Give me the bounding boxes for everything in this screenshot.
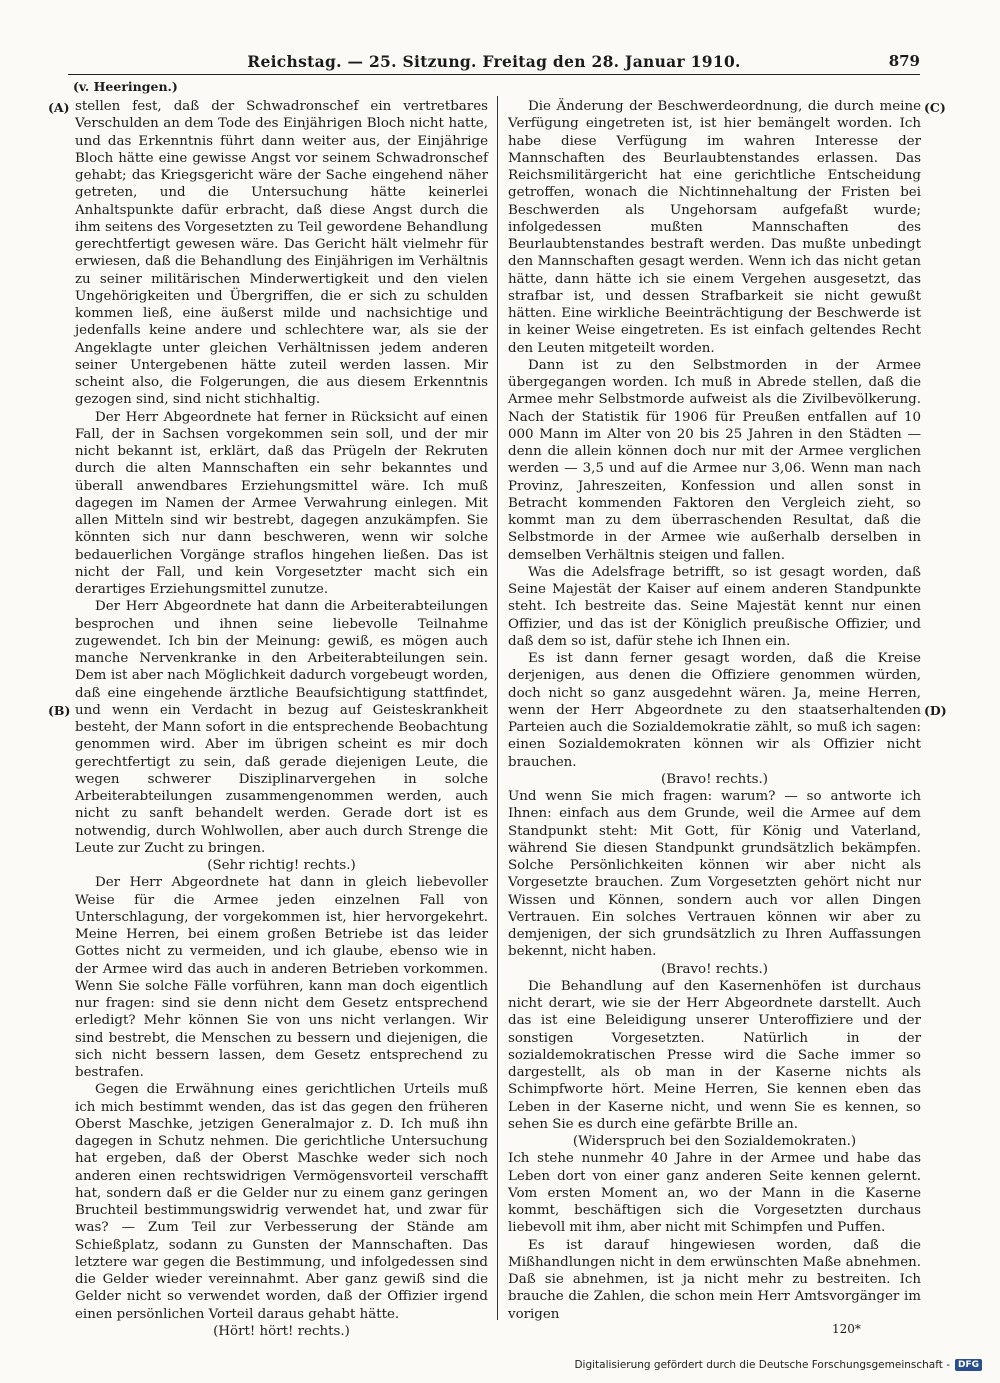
interjection: (Bravo! rechts.): [661, 771, 768, 787]
speaker-label: (v. Heeringen.): [73, 79, 178, 94]
paragraph: Der Herr Abgeordnete hat dann die Arbeiterabteilungen besprochen und ihnen seine liebevolle Teilnahme zugewendet. Ich bin der Meinung: gewiß, es mögen auch manche Nervenkranke in den Arbeiterabteilungen sein. Dem ist aber nach Möglichkeit dadurch vorgebeugt worden, daß eine eingehende ärztliche Beaufsichtigung stattfindet, und wenn ein Verdacht in bezug auf Geisteskrankheit besteht, der Mann sofort in die entsprechende Beobachtung genommen wird. Aber im übrigen scheint es mir doch gerechtfertigt zu sein, daß gerade diejenigen Leute, die wegen schwerer Disziplinarvergehen in solche Arbeiterabteilungen zusammengenommen werden, auch nicht zu sanft behandelt werden. Gerade dort ist es notwendig, durch Wohlwollen, aber auch durch Strenge die Leute zur Zucht zu bringen.: [75, 599, 488, 856]
running-header: [68, 52, 920, 74]
interjection: (Bravo! rechts.): [661, 961, 768, 977]
digitization-footer: [574, 1359, 982, 1371]
left-column: [75, 98, 488, 1339]
paragraph: Es ist dann ferner gesagt worden, daß die Kreise derjenigen, aus denen die Offiziere genommen würden, doch nicht so ganz ausgedehnt wären. Ja, meine Herren, wenn der Herr Abgeordnete zu den staatserhaltenden Parteien auch die Sozialdemokratie zählt, so muß ich sagen: einen Sozialdemokraten können wir als Offizier nicht brauchen.: [508, 651, 921, 770]
paragraph: Gegen die Erwähnung eines gerichtlichen Urteils muß ich mich bestimmt wenden, das ist das gegen den früheren Oberst Maschke, jetzigen Generalmajor z. D. Ich muß ihn dagegen in Schutz nehmen. Die gerichtliche Untersuchung hat ergeben, daß der Oberst Maschke weder sich noch anderen einen rechtswidrigen Vermögensvorteil verschafft hat, sondern daß er die Gelder nur zu einem ganz geringen Bruchteil bestimmungswidrig verwendet hat, und zwar für was? — Zum Teil zur Verbesserung der Stände am Schießplatz, sodann zu Gunsten der Mannschaften. Das letztere war gegen die Bestimmung, und infolgedessen sind die Gelder wieder vereinnahmt. Aber ganz gewiß sind die Gelder nicht so verwendet worden, daß der Offizier irgend einen persönlichen Vorteil daraus gehabt hätte.: [75, 1082, 488, 1322]
interjection: (Sehr richtig! rechts.): [207, 858, 356, 873]
paragraph: Was die Adelsfrage betrifft, so ist gesagt worden, daß Seine Majestät der Kaiser auf einem anderen Standpunkte steht. Ich bestreite das. Seine Majestät kennt nur einen Offizier, und das ist der Königlich preußische Offizier, und daß dem so ist, dafür stehe ich Ihnen ein.: [508, 564, 921, 649]
margin-mark-b: (B): [48, 703, 71, 718]
signature-mark: 120*: [832, 1322, 861, 1336]
column-divider: [497, 96, 498, 1320]
paragraph: stellen fest, daß der Schwadronschef ein vertretbares Verschulden an dem Tode des Einjährigen Bloch nicht hatte, und das Erkenntnis führt dann weiter aus, der Einjährige Bloch hätte eine gewisse Angst vor seinem Schwadronschef gehabt; das Kriegsgericht wäre der Sache eingehend näher getreten, und die Untersuchung hätte keinerlei Anhaltspunkte dafür erbracht, daß diese Angst durch die ihm seitens des Vorgesetzten zu Teil gewordene Behandlung gerechtfertigt gewesen wäre. Das Gericht hält vielmehr für erwiesen, daß die Behandlung des Einjährigen im Verhältnis zu seiner militärischen Minderwertigkeit und den vielen Ungehörigkeiten und Übergriffen, die er sich zu schulden kommen ließ, eine äußerst milde und nachsichtige und jedenfalls keine andere und schlechtere war, als sie der Angeklagte unter gleichen Verhältnissen jedem anderen seiner Untergebenen hätte zuteil werden lassen. Mir scheint also, die Folgerungen, die aus diesem Erkenntnis gezogen sind, sind nicht stichhaltig.: [75, 99, 488, 408]
header-title: Reichstag. — 25. Sitzung. Freitag den 28. Januar 1910.: [247, 52, 741, 71]
right-column: [508, 98, 921, 1322]
paragraph: Die Änderung der Beschwerdeordnung, die durch meine Verfügung eingetreten ist, ist hier bemängelt worden. Ich habe diese Verfügung im wahren Interesse der Mannschaften des Beurlaubtenstandes erlassen. Das Reichsmilitärgericht hat eine gerichtliche Entscheidung getroffen, wonach die Nichtinnehaltung der Fristen bei Beschwerden als Ungehorsam aufgefaßt wurde; infolgedessen mußten Mannschaften des Beurlaubtenstandes bestraft werden. Das mußte unbedingt den Mannschaften gesagt werden. Wenn ich das nicht getan hätte, dann hätte ich sie einem Vergehen ausgesetzt, das strafbar ist, und dessen Strafbarkeit sie nicht gewußt hätten. Eine wirkliche Beeinträchtigung der Beschwerde ist in keiner Weise eingetreten. Es ist einfach geltendes Recht den Leuten mitgeteilt worden.: [508, 99, 921, 356]
paragraph: Dann ist zu den Selbstmorden in der Armee übergegangen worden. Ich muß in Abrede stellen, daß die Armee mehr Selbstmorde aufweist als die Zivilbevölkerung. Nach der Statistik für 1906 für Preußen entfallen auf 10 000 Mann im Alter von 20 bis 25 Jahren in den Städten — denn die allein können doch nur mit der Armee verglichen werden — 3,5 und auf die Armee nur 3,06. Wenn man nach Provinz, Jahreszeiten, Konfession und allen sonst in Betracht kommenden Faktoren den Vergleich zieht, so kommt man zu dem überraschenden Resultat, daß die Selbstmorde in der Armee wie außerhalb derselben in demselben Verhältnis steigen und fallen.: [508, 357, 921, 563]
paragraph: Die Behandlung auf den Kasernenhöfen ist durchaus nicht derart, wie sie der Herr Abgeordnete darstellt. Auch das ist eine Beleidigung unserer Unteroffiziere und der sonstigen Vorgesetzten. Natürlich in der sozialdemokratischen Presse wird die Sache immer so dargestellt, als ob man in der Kaserne nichts als Schimpfworte hört. Meine Herren, Sie kennen eben das Leben in der Kaserne nicht, und wenn Sie es kennen, so sehen Sie es durch eine gefärbte Brille an.: [508, 978, 921, 1132]
margin-mark-a: (A): [48, 100, 70, 115]
header-rule: [68, 74, 920, 75]
paragraph: Es ist darauf hingewiesen worden, daß die Mißhandlungen nicht in dem erwünschten Maße abnehmen. Daß sie abnehmen, ist ja nicht mehr zu bestreiten. Ich brauche die Zahlen, die schon mein Herr Amtsvorgänger im vorigen: [508, 1237, 921, 1322]
paragraph: Der Herr Abgeordnete hat dann in gleich liebevoller Weise für die Armee jeden einzelnen Fall von Unterschlagung, der vorgekommen ist, hier hervorgekehrt. Meine Herren, bei einem großen Betriebe ist das leider Gottes nicht zu vermeiden, und ich glaube, ebenso wie in der Armee wird das auch in anderen Betrieben vorkommen. Wenn Sie solche Fälle vorführen, kann man doch eigentlich nur fragen: sind sie denn nicht dem Gesetz entsprechend erledigt? Mehr können Sie von uns nicht verlangen. Wir sind bestrebt, die Menschen zu bessern und diejenigen, die sich nicht bessern lassen, dem Gesetz entsprechend zu bestrafen.: [75, 875, 488, 1080]
dfg-logo-icon: DFG: [955, 1359, 982, 1371]
margin-mark-d: (D): [924, 703, 947, 718]
paragraph: Ich stehe nunmehr 40 Jahre in der Armee und habe das Leben dort von einer ganz anderen Seite kennen gelernt. Vom ersten Moment an, wo der Mann in die Kaserne kommt, beschäftigen sich die Vorgesetzten durchaus liebevoll mit ihm, aber nicht mit Schimpfen und Puffen.: [508, 1151, 921, 1236]
interjection: (Widerspruch bei den Sozialdemokraten.): [572, 1134, 857, 1149]
paragraph: Und wenn Sie mich fragen: warum? — so antworte ich Ihnen: einfach aus dem Grunde, weil die Armee auf dem Standpunkt steht: Mit Gott, für König und Vaterland, während Sie diesen Standpunkt grundsätzlich bekämpfen. Solche Persönlichkeiten können wir aber nicht als Vorgesetzte brauchen. Zum Vorgesetzten gehört nicht nur Wissen und Können, sondern auch vor allen Dingen Vertrauen. Ein solches Vertrauen können wir aber zu demjenigen, der sich grundsätzlich zu Ihren Auffassungen bekennt, nicht haben.: [508, 789, 921, 960]
margin-mark-c: (C): [924, 100, 946, 115]
interjection: (Hört! hört! rechts.): [213, 1323, 350, 1339]
page-number: 879: [888, 52, 920, 70]
footer-text: Digitalisierung gefördert durch die Deutsche Forschungsgemeinschaft -: [574, 1359, 950, 1371]
paragraph: Der Herr Abgeordnete hat ferner in Rücksicht auf einen Fall, der in Sachsen vorgekommen sein soll, und der mir nicht bekannt ist, erklärt, daß das Prügeln der Rekruten durch die alten Mannschaften ein sehr bekanntes und überall anwendbares Erziehungsmittel wäre. Ich muß dagegen im Namen der Armee Verwahrung einlegen. Mit allen Mitteln sind wir bestrebt, dagegen anzukämpfen. Sie könnten sich nur dann beschweren, wenn wir solche bedauerlichen Vorgänge straflos hingehen ließen. Das ist nicht der Fall, und kein Vorgesetzter macht sich ein derartiges Erziehungsmittel zunutze.: [75, 409, 488, 597]
